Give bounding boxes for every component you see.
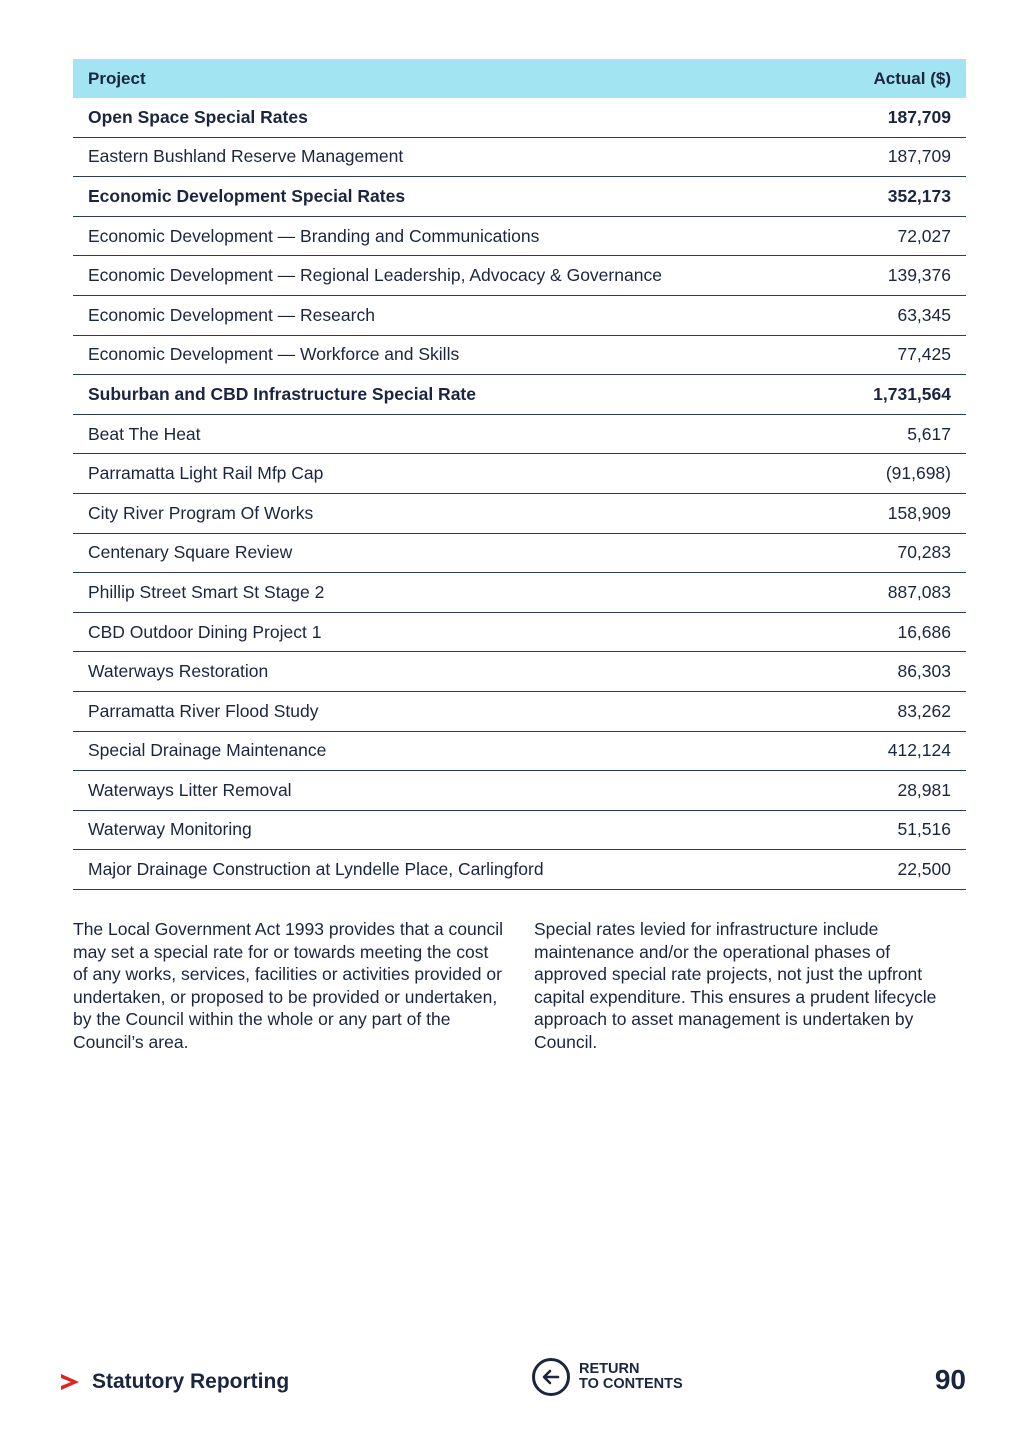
table-row bbox=[73, 534, 966, 574]
return-label bbox=[579, 1362, 683, 1392]
project-cell: CBD Outdoor Dining Project 1 bbox=[88, 621, 322, 642]
actual-cell: 5,617 bbox=[907, 423, 951, 444]
project-cell: Economic Development Special Rates bbox=[88, 185, 406, 206]
return-label-line2: TO CONTENTS bbox=[579, 1376, 683, 1392]
project-cell: Eastern Bushland Reserve Management bbox=[88, 146, 404, 167]
table-group-row bbox=[73, 375, 966, 415]
project-cell: Phillip Street Smart St Stage 2 bbox=[88, 581, 325, 602]
arrow-left-icon bbox=[532, 1358, 570, 1396]
project-cell: Parramatta River Flood Study bbox=[88, 700, 319, 721]
table-row bbox=[73, 692, 966, 732]
project-cell: Suburban and CBD Infrastructure Special Rate bbox=[88, 383, 476, 404]
table-body bbox=[73, 98, 966, 890]
section-title: Statutory Reporting bbox=[92, 1370, 290, 1393]
table-row bbox=[73, 494, 966, 534]
actual-cell: 83,262 bbox=[897, 700, 951, 721]
table-row bbox=[73, 732, 966, 772]
actual-cell: 352,173 bbox=[887, 185, 951, 206]
actual-cell: 28,981 bbox=[897, 779, 951, 800]
table-row bbox=[73, 336, 966, 376]
table-row bbox=[73, 652, 966, 692]
actual-cell: 72,027 bbox=[897, 225, 951, 246]
table-row bbox=[73, 256, 966, 296]
actual-cell: 139,376 bbox=[887, 265, 951, 286]
table-row bbox=[73, 573, 966, 613]
page-number: 90 bbox=[934, 1364, 966, 1395]
project-cell: Economic Development — Regional Leadership, Advocacy & Governance bbox=[88, 265, 662, 286]
return-label-line1: RETURN bbox=[579, 1361, 640, 1377]
table-row bbox=[73, 296, 966, 336]
project-cell: Waterways Litter Removal bbox=[88, 779, 292, 800]
table-row bbox=[73, 138, 966, 178]
column-header-actual: Actual ($) bbox=[873, 68, 951, 88]
table-row bbox=[73, 771, 966, 811]
special-rates-table bbox=[73, 59, 966, 890]
project-cell: Waterways Restoration bbox=[88, 661, 269, 682]
project-cell: Economic Development — Research bbox=[88, 304, 375, 325]
project-cell: Centenary Square Review bbox=[88, 542, 293, 563]
actual-cell: 77,425 bbox=[897, 344, 951, 365]
paragraph-left: The Local Government Act 1993 provides that a council may set a special rate for or towards meeting the cost of any works, services, facilities or activities provided or undertaken, or proposed to be provided or undertaken, by the Council within the whole or any part of the Council’s area. bbox=[73, 919, 503, 1052]
table-group-row bbox=[73, 177, 966, 217]
table-row bbox=[73, 415, 966, 455]
actual-cell: 887,083 bbox=[887, 581, 951, 602]
project-cell: Parramatta Light Rail Mfp Cap bbox=[88, 463, 324, 484]
actual-cell: 63,345 bbox=[897, 304, 951, 325]
project-cell: Economic Development — Workforce and Skills bbox=[88, 344, 460, 365]
section-label bbox=[58, 1370, 289, 1394]
column-header-project: Project bbox=[88, 68, 146, 88]
return-to-contents-link[interactable] bbox=[532, 1358, 683, 1396]
project-cell: City River Program Of Works bbox=[88, 502, 314, 523]
actual-cell: 1,731,564 bbox=[873, 383, 951, 404]
project-cell: Major Drainage Construction at Lyndelle Place, Carlingford bbox=[88, 859, 544, 880]
project-cell: Economic Development — Branding and Communications bbox=[88, 225, 540, 246]
actual-cell: 70,283 bbox=[897, 542, 951, 563]
project-cell: Open Space Special Rates bbox=[88, 106, 308, 127]
paragraph-right: Special rates levied for infrastructure include maintenance and/or the operational phases of approved special rate projects, not just the upfront capital expenditure. This ensures a prudent lifecycle approach to asset management is undertaken by Council. bbox=[534, 919, 937, 1052]
actual-cell: 158,909 bbox=[887, 502, 951, 523]
table-row bbox=[73, 850, 966, 890]
table-row bbox=[73, 454, 966, 494]
project-cell: Beat The Heat bbox=[88, 423, 201, 444]
explanatory-text bbox=[73, 918, 966, 1053]
actual-cell: 187,709 bbox=[887, 146, 951, 167]
actual-cell: 187,709 bbox=[887, 106, 951, 127]
actual-cell: 412,124 bbox=[887, 740, 951, 761]
chevron-right-icon bbox=[58, 1370, 82, 1394]
actual-cell: 86,303 bbox=[897, 661, 951, 682]
table-row bbox=[73, 217, 966, 257]
project-cell: Waterway Monitoring bbox=[88, 819, 252, 840]
actual-cell: 16,686 bbox=[897, 621, 951, 642]
actual-cell: (91,698) bbox=[885, 463, 951, 484]
actual-cell: 51,516 bbox=[897, 819, 951, 840]
table-row bbox=[73, 811, 966, 851]
table-header bbox=[73, 59, 966, 98]
table-row bbox=[73, 613, 966, 653]
actual-cell: 22,500 bbox=[897, 859, 951, 880]
table-group-row bbox=[73, 98, 966, 138]
project-cell: Special Drainage Maintenance bbox=[88, 740, 327, 761]
